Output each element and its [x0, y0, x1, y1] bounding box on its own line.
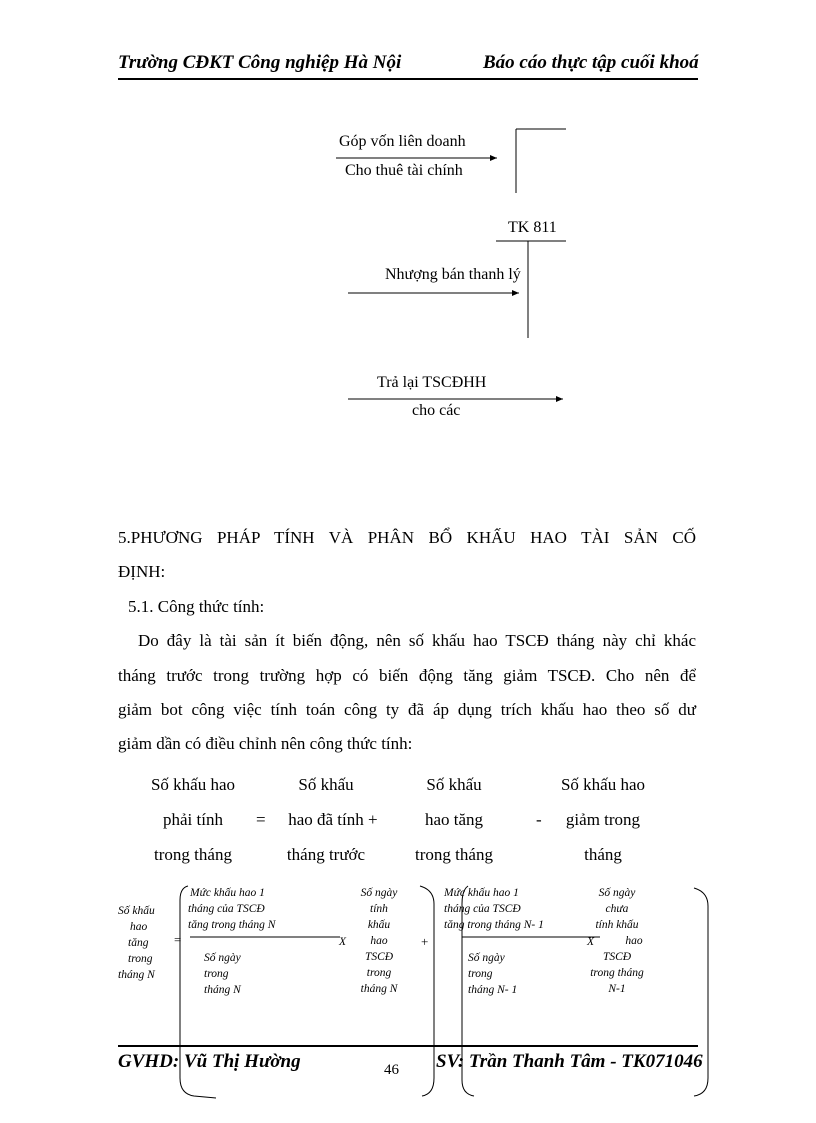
- formula1-col4-line: tháng: [584, 845, 622, 864]
- footer-rule: [118, 1045, 698, 1047]
- factor-line: tháng N: [360, 983, 398, 995]
- formula1-col2-line: hao đã tính: [288, 810, 364, 829]
- factor-line: TSCĐ: [364, 951, 394, 963]
- num-line: tăng trong tháng N- 1: [444, 919, 544, 931]
- factor-line: trong: [366, 967, 392, 979]
- section-heading-line2: ĐỊNH:: [118, 562, 166, 581]
- paragraph-line1: Do đây là tài sản ít biến động, nên số khấu hao TSCĐ tháng này chỉ khác: [138, 631, 696, 650]
- factor-line: chưa: [605, 903, 629, 915]
- subheading: 5.1. Công thức tính:: [128, 597, 265, 616]
- paragraph-line4: giảm dần có điều chỉnh nên công thức tính:: [118, 734, 413, 753]
- arrow1-label-line1: Góp vốn liên doanh: [339, 133, 466, 150]
- den-line: trong: [204, 968, 229, 980]
- num-line: Mức khấu hao 1: [190, 887, 265, 899]
- formula1-minus: -: [536, 810, 542, 829]
- label-line: tăng: [128, 937, 149, 949]
- label-line: trong: [128, 953, 153, 965]
- factor-line: tính: [370, 903, 388, 915]
- factor-line: N-1: [608, 983, 626, 995]
- formula1-col1-line: trong tháng: [154, 845, 232, 864]
- arrow3-label-line1: Trả lại TSCĐHH: [377, 374, 487, 391]
- num-line: tăng trong tháng N: [188, 919, 276, 931]
- factor-line: Số ngày: [598, 887, 636, 899]
- term1-numerator: [188, 885, 338, 933]
- factor-line: hao: [625, 935, 643, 947]
- arrow1-label-line2: Cho thuê tài chính: [345, 162, 463, 179]
- formula1-col4-line: giảm trong: [565, 810, 641, 829]
- formula1-col2-line: Số khấu: [298, 775, 354, 794]
- factor-line: khấu: [367, 919, 391, 931]
- num-line: tháng của TSCĐ: [444, 903, 521, 915]
- term1-times: X: [339, 936, 347, 948]
- formula1-col4-line: Số khấu hao: [560, 775, 646, 794]
- den-line: Số ngày: [204, 952, 241, 964]
- term2-denominator: [468, 950, 568, 998]
- account-tk811: TK 811: [508, 219, 557, 236]
- term1-right-factor: [352, 885, 406, 997]
- formula1-col1-line: phải tính: [163, 810, 223, 829]
- factor-line: trong tháng: [590, 967, 644, 979]
- paragraph-line2: tháng trước trong trường hợp có biến động tăng giảm TSCĐ. Cho nên để: [118, 666, 696, 685]
- header-school: Trường CĐKT Công nghiệp Hà Nội: [118, 52, 402, 73]
- formula2-plus: +: [421, 934, 429, 949]
- footer-advisor: GVHD: Vũ Thị Hường: [118, 1051, 301, 1072]
- label-line: tháng N: [118, 969, 155, 981]
- label-line: hao: [130, 921, 148, 933]
- header-report-title: Báo cáo thực tập cuối khoá: [483, 52, 699, 73]
- num-line: Mức khấu hao 1: [444, 887, 519, 899]
- term2-right-factor: [574, 885, 660, 997]
- term2-times: X: [587, 936, 595, 948]
- factor-line: Số ngày: [360, 887, 398, 899]
- footer-student: SV: Trần Thanh Tâm - TK071046: [436, 1051, 703, 1072]
- num-line: tháng của TSCĐ: [188, 903, 265, 915]
- paragraph-line3: giảm bot công việc tính toán công ty đã áp dụng trích khấu hao theo số dư: [118, 700, 696, 719]
- term1-denominator: [204, 950, 304, 998]
- formula1-col3-line: trong tháng: [415, 845, 493, 864]
- factor-line: TSCĐ: [602, 951, 632, 963]
- den-line: tháng N: [204, 984, 241, 996]
- den-line: trong: [468, 968, 493, 980]
- den-line: Số ngày: [468, 952, 505, 964]
- formula1-col1-line: Số khấu hao: [150, 775, 236, 794]
- section-heading-line1: 5.PHƯƠNG PHÁP TÍNH VÀ PHÂN BỔ KHẤU HAO TÀI SẢN CỐ: [118, 528, 696, 547]
- formula1-col3-line: Số khấu: [426, 775, 482, 794]
- term2-numerator: [444, 885, 594, 933]
- arrow3-label-line2: cho các: [412, 402, 461, 419]
- formula2-equals: =: [174, 932, 182, 947]
- factor-line: hao: [370, 935, 388, 947]
- page-number: 46: [384, 1062, 399, 1078]
- arrow2-label: Nhượng bán thanh lý: [385, 266, 521, 283]
- formula2-left-label: [118, 903, 168, 983]
- formula1-equals: =: [256, 810, 266, 829]
- label-line: Số khấu: [118, 905, 155, 917]
- formula1-col2-line: tháng trước: [286, 845, 366, 864]
- den-line: tháng N- 1: [468, 984, 518, 996]
- formula1-col3-line: hao tăng: [424, 810, 484, 829]
- factor-line: tính khấu: [595, 919, 639, 931]
- formula1-plus: +: [368, 810, 378, 829]
